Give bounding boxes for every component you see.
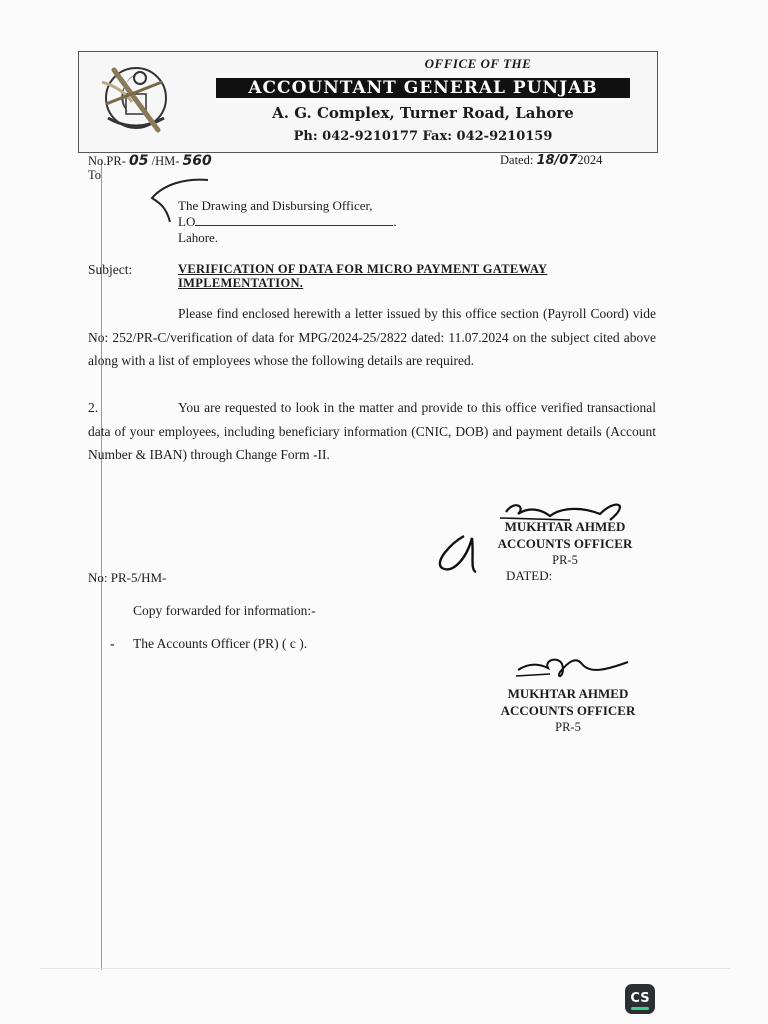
addressee-line-2-suffix: . [393,214,397,229]
addressee-line-1: The Drawing and Disbursing Officer, [178,198,373,213]
reference-date-year: 2024 [577,153,603,167]
copy-dated-label: DATED: [506,568,553,583]
addressee-line-2-prefix: LO [178,214,196,229]
subject-title-line-2: IMPLEMENTATION. [178,276,304,290]
copy-reference-number: No: PR-5/HM- [88,570,167,585]
letterhead-organization: ACCOUNTANT GENERAL PUNJAB [216,78,630,98]
reference-date [500,153,602,168]
copy-forwarded-text: Copy forwarded for information:- [133,603,316,618]
subject-title-line-1: VERIFICATION OF DATA FOR MICRO PAYMENT GATEWAY [178,262,548,276]
signature-1-name: MUKHTAR AHMED [504,519,626,534]
copy-bullet: - [110,636,115,651]
body-paragraph-2 [88,396,656,467]
addressee-line-2 [178,214,397,230]
body-paragraph-1-text: Please find enclosed herewith a letter issued by this office section (Payroll Coord) vide No: 252/PR-C/verification of data for MPG/2024-25/2822 dated: 11.07.2024 on the subject cited above along with a list of employees whose the following details are required. [88,306,656,368]
reference-number-handwritten-1: 05 [128,153,149,169]
signature-2-section: PR-5 [555,720,581,734]
signature-2-designation: ACCOUNTS OFFICER [500,703,636,718]
reference-number-handwritten-2: 560 [182,153,212,169]
subject-label: Subject: [88,262,133,277]
signature-2-name: MUKHTAR AHMED [507,686,629,701]
reference-number [88,153,212,169]
camscanner-badge: CS [625,984,655,1014]
body-paragraph-2-text: You are requested to look in the matter and provide to this office verified transactional data of your employees, including beneficiary information (CNIC, DOB) and payment details (Account Number & IBAN) through Change Form -II. [88,400,656,462]
letterhead-office-of: OFFICE OF THE [424,56,532,71]
reference-date-label: Dated: [500,153,534,167]
signature-1-section: PR-5 [552,553,578,567]
letterhead-phone-fax: Ph: 042-9210177 Fax: 042-9210159 [293,129,553,144]
signature-2-image [510,652,640,686]
reference-number-prefix: No.PR- [88,154,126,168]
page-bottom-edge [40,968,730,969]
reference-number-mid: /HM- [151,154,180,168]
reference-date-handwritten: 18/07 [536,153,578,168]
signature-2-block [478,685,658,736]
letterhead-address: A. G. Complex, Turner Road, Lahore [272,104,574,122]
body-paragraph-2-number: 2. [88,400,99,415]
copy-recipient: The Accounts Officer (PR) ( c ). [133,636,308,651]
body-paragraph-1 [88,302,656,373]
margin-line [101,160,102,970]
punjab-emblem-icon [92,58,176,144]
signature-1-designation: ACCOUNTS OFFICER [497,536,633,551]
to-label: To [88,168,102,182]
addressee-blank-line [195,214,393,226]
signature-1-block [470,518,660,569]
addressee-line-3: Lahore. [178,230,219,245]
